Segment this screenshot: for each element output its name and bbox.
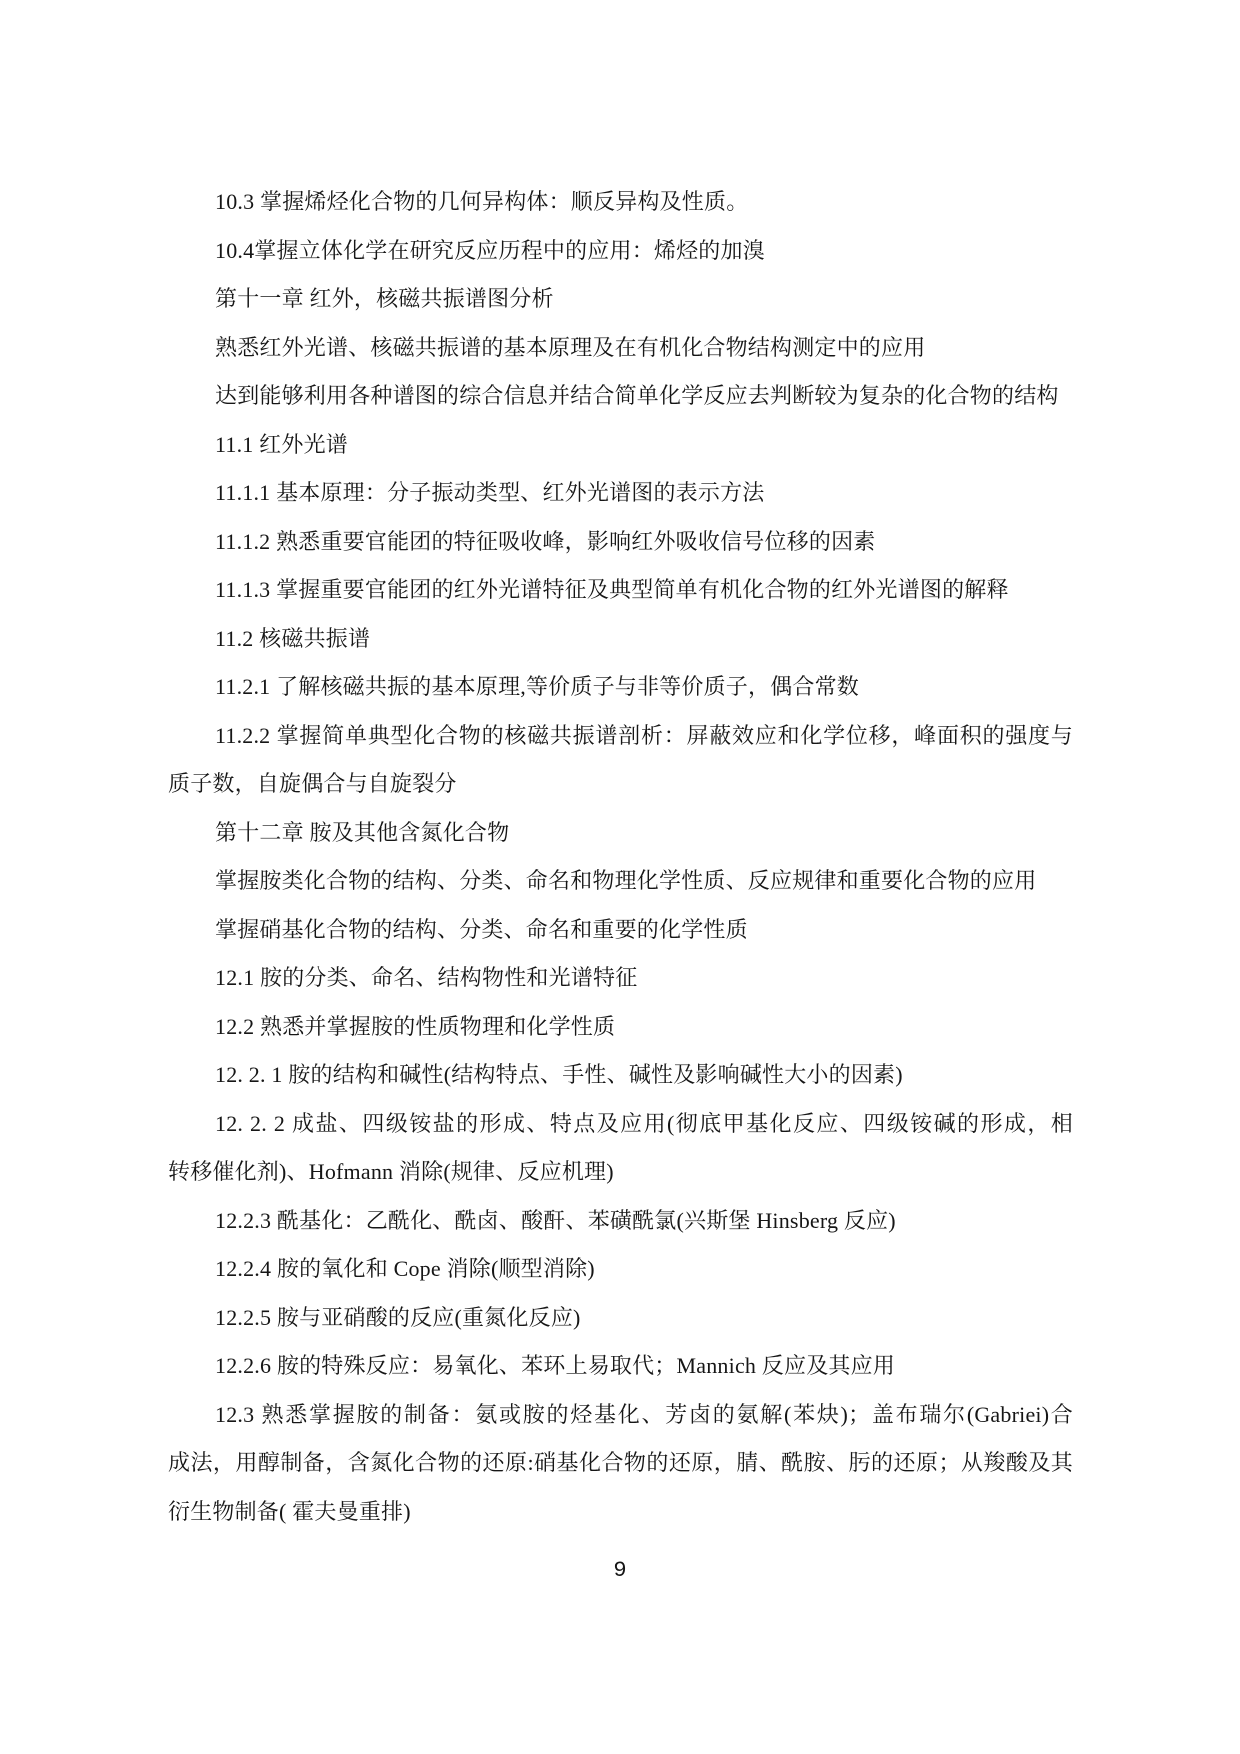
text-line: 衍生物制备( 霍夫曼重排): [168, 1498, 411, 1524]
text-line: 12.2.5 胺与亚硝酸的反应(重氮化反应): [215, 1304, 581, 1330]
text-line: 达到能够利用各种谱图的综合信息并结合简单化学反应去判断较为复杂的化合物的结构: [215, 383, 1059, 408]
document-body: [168, 178, 1073, 1536]
text-line: 10.3 掌握烯烃化合物的几何异构体：顺反异构及性质。: [215, 189, 749, 214]
text-line: 11.2.2 掌握简单典型化合物的核磁共振谱剖析：屏蔽效应和化学位移，峰面积的强度与: [215, 722, 1073, 748]
text-line: 12. 2. 2 成盐、四级铵盐的形成、特点及应用(彻底甲基化反应、四级铵碱的形成，相: [215, 1110, 1073, 1136]
text-line: 12.2.3 酰基化：乙酰化、酰卤、酸酐、苯磺酰氯(兴斯堡 Hinsberg 反应): [215, 1207, 896, 1233]
text-line: 12.1 胺的分类、命名、结构物性和光谱特征: [215, 965, 638, 990]
text-line: 第十一章 红外，核磁共振谱图分析: [215, 286, 554, 311]
text-line: 12.3 熟悉掌握胺的制备：氨或胺的烃基化、芳卤的氨解(苯炔)；盖布瑞尔(Gabriei)合: [215, 1401, 1073, 1427]
text-line: 转移催化剂)、Hofmann 消除(规律、反应机理): [168, 1159, 614, 1184]
text-line: 熟悉红外光谱、核磁共振谱的基本原理及在有机化合物结构测定中的应用: [215, 334, 926, 360]
text-line: 12.2.4 胺的氧化和 Cope 消除(顺型消除): [215, 1256, 595, 1281]
text-line: 12. 2. 1 胺的结构和碱性(结构特点、手性、碱性及影响碱性大小的因素): [215, 1062, 903, 1087]
text-line: 11.2.1 了解核磁共振的基本原理,等价质子与非等价质子，偶合常数: [215, 674, 859, 699]
text-line: 12.2.6 胺的特殊反应：易氧化、苯环上易取代；Mannich 反应及其应用: [215, 1353, 896, 1378]
text-line: 第十二章 胺及其他含氮化合物: [215, 819, 510, 845]
text-line: 12.2 熟悉并掌握胺的性质物理和化学性质: [215, 1013, 616, 1039]
text-line: 掌握硝基化合物的结构、分类、命名和重要的化学性质: [215, 916, 748, 942]
text-line: 质子数，自旋偶合与自旋裂分: [168, 771, 457, 796]
text-line: 11.1 红外光谱: [215, 431, 348, 457]
text-line: 11.2 核磁共振谱: [215, 625, 371, 651]
text-line: 11.1.1 基本原理：分子振动类型、红外光谱图的表示方法: [215, 480, 765, 505]
page-number: 9: [613, 1558, 627, 1583]
text-line: 11.1.2 熟悉重要官能团的特征吸收峰，影响红外吸收信号位移的因素: [215, 528, 876, 554]
text-line: 11.1.3 掌握重要官能团的红外光谱特征及典型简单有机化合物的红外光谱图的解释: [215, 577, 1009, 602]
text-line: 掌握胺类化合物的结构、分类、命名和物理化学性质、反应规律和重要化合物的应用: [215, 868, 1037, 893]
text-line: 10.4掌握立体化学在研究反应历程中的应用：烯烃的加溴: [215, 237, 765, 263]
text-line: 成法，用醇制备，含氮化合物的还原:硝基化合物的还原，腈、酰胺、肟的还原；从羧酸及其: [168, 1450, 1073, 1475]
